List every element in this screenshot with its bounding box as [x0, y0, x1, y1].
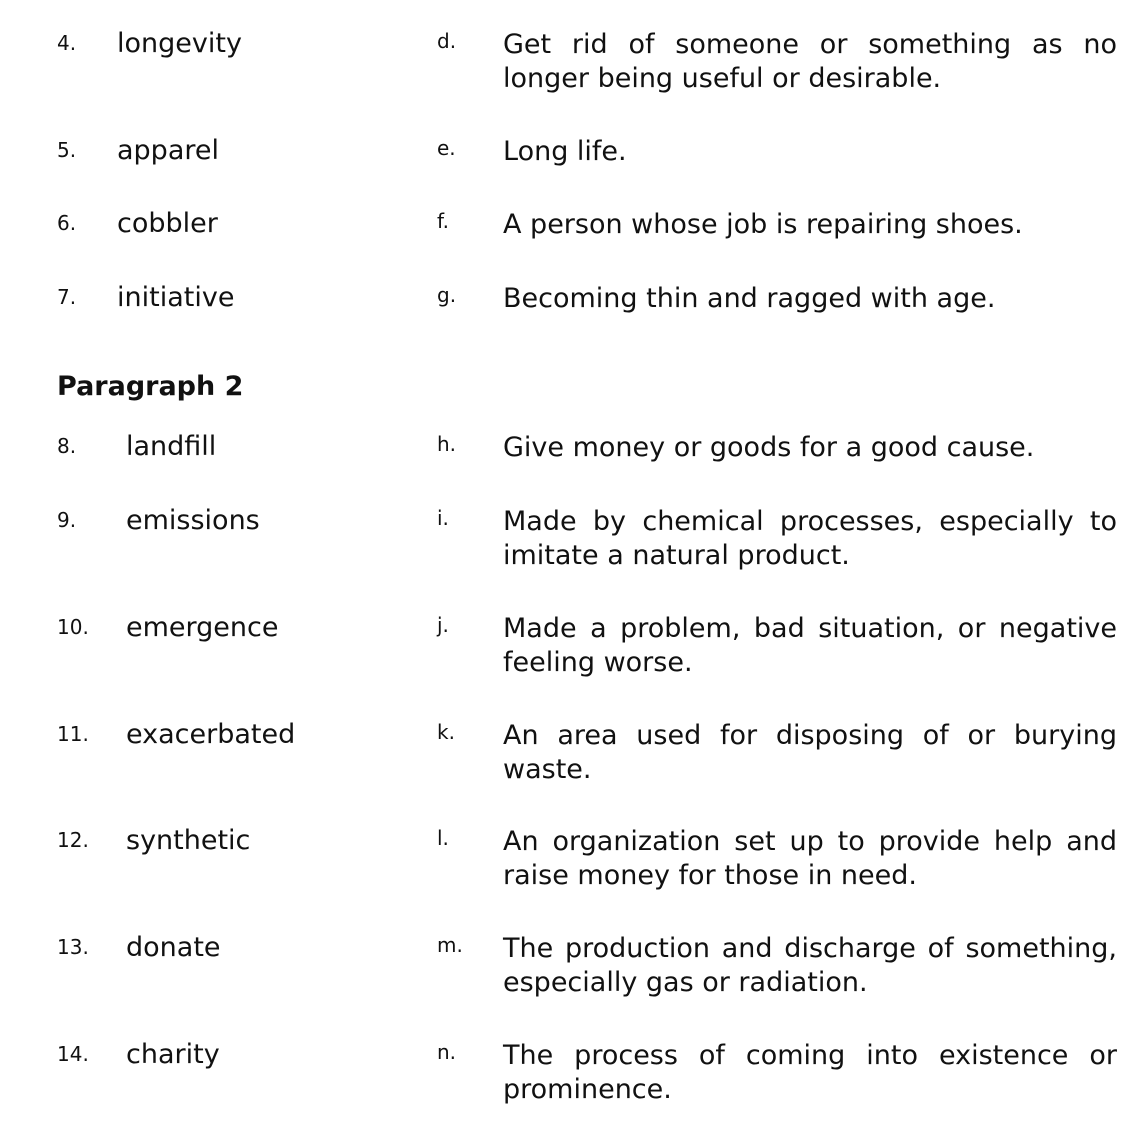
item-number: 6.	[57, 211, 77, 235]
definition-text: The process of coming into existence or prominence.	[503, 1040, 1117, 1105]
definition-text: The production and discharge of something, especially gas or radiation.	[503, 933, 1117, 998]
definition-letter: m.	[437, 933, 463, 957]
definition-text: Get rid of someone or something as no longer being useful or desirable.	[503, 29, 1117, 94]
item-number: 13.	[57, 935, 89, 959]
definition-letter: h.	[437, 432, 457, 456]
definition-letter: i.	[437, 506, 449, 530]
definition-letter: g.	[437, 283, 457, 307]
item-number: 11.	[57, 722, 89, 746]
vocab-word: initiative	[117, 282, 235, 313]
item-number: 8.	[57, 434, 77, 458]
vocab-word: charity	[126, 1039, 220, 1070]
vocab-word: exacerbated	[126, 719, 296, 750]
vocab-word: landfill	[126, 431, 217, 462]
vocab-word: longevity	[117, 28, 242, 59]
item-number: 4.	[57, 31, 77, 55]
definition-text: Give money or goods for a good cause.	[503, 432, 1035, 463]
definition-text: An area used for disposing of or burying waste.	[503, 720, 1117, 785]
definition-letter: k.	[437, 720, 455, 744]
definition-text: Made by chemical processes, especially to imitate a natural product.	[503, 506, 1117, 571]
item-number: 12.	[57, 828, 89, 852]
definition-text: Becoming thin and ragged with age.	[503, 283, 996, 314]
vocab-word: cobbler	[117, 208, 218, 239]
definition-letter: n.	[437, 1040, 457, 1064]
definition-letter: j.	[437, 613, 449, 637]
definition-text: An organization set up to provide help and raise money for those in need.	[503, 826, 1117, 891]
item-number: 10.	[57, 615, 89, 639]
definition-text: Long life.	[503, 136, 627, 167]
item-number: 14.	[57, 1042, 89, 1066]
definition-text: Made a problem, bad situation, or negative feeling worse.	[503, 613, 1117, 678]
definition-letter: l.	[437, 826, 449, 850]
item-number: 7.	[57, 285, 77, 309]
vocab-word: emergence	[126, 612, 279, 643]
definition-letter: f.	[437, 209, 449, 233]
definition-letter: e.	[437, 136, 456, 160]
item-number: 5.	[57, 138, 77, 162]
vocab-word: apparel	[117, 135, 219, 166]
vocab-word: donate	[126, 932, 221, 963]
vocab-word: emissions	[126, 505, 260, 536]
definition-letter: d.	[437, 29, 457, 53]
vocab-word: synthetic	[126, 825, 251, 856]
definition-text: A person whose job is repairing shoes.	[503, 209, 1023, 240]
item-number: 9.	[57, 508, 77, 532]
section-heading: Paragraph 2	[57, 371, 244, 402]
